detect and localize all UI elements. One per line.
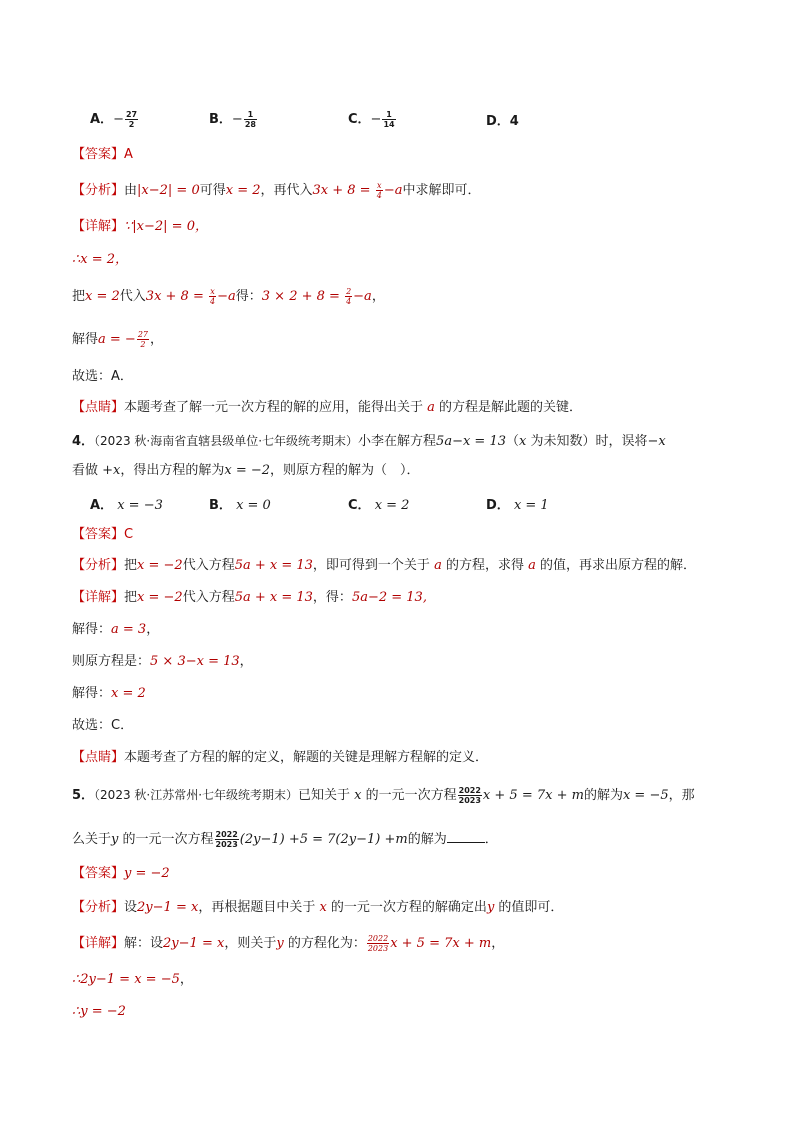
answer-tag: 【答案】 bbox=[72, 527, 125, 542]
fraction: $\frac{1}{14}$ bbox=[383, 110, 395, 129]
q5-detail-line3: ∴y = −2 bbox=[72, 1004, 126, 1019]
q5-detail-line2: ∴2y−1 = x = −5， bbox=[72, 972, 193, 987]
q4-stem: 4．（2023 秋·海南省直辖县级单位·七年级统考期末）小李在解方程5a−x = 13（x 为未知数）时，误将−x bbox=[72, 434, 666, 449]
question-number: 4． bbox=[72, 434, 95, 449]
q4-stem-line2: 看做 +x，得出方程的解为x = −2，则原方程的解为（ ）． bbox=[72, 463, 420, 478]
q4-analysis: 【分析】把x = −2代入方程5a + x = 13，即可得到一个关于 a 的方程，求得 a 的值，再求出原方程的解． bbox=[72, 558, 696, 573]
option-c-label: C． bbox=[348, 112, 371, 127]
q3-answer bbox=[72, 146, 133, 164]
detail-tag: 【详解】 bbox=[72, 219, 125, 234]
fraction: $\frac{27}{2}$ bbox=[125, 110, 138, 129]
q5-answer bbox=[72, 865, 170, 883]
q4-option-d: D． x = 1 bbox=[486, 498, 549, 513]
question-source: （2023 秋·海南省直辖县级单位·七年级统考期末） bbox=[94, 434, 359, 448]
fraction: $\frac{2022}{2023}$ bbox=[215, 830, 238, 849]
q3-detail-line2: ∴x = 2， bbox=[72, 252, 129, 267]
detail-tag: 【详解】 bbox=[72, 590, 125, 605]
fraction: $\frac{x}{4}$ bbox=[210, 287, 216, 306]
detail-tag: 【详解】 bbox=[72, 936, 125, 951]
fraction: $\frac{1}{28}$ bbox=[244, 110, 256, 129]
q4-answer bbox=[72, 526, 133, 544]
q3-detail: 【详解】∵|x−2| = 0， bbox=[72, 219, 208, 234]
comment-tag: 【点睛】 bbox=[72, 750, 125, 765]
q4-option-b: B． x = 0 bbox=[209, 498, 271, 513]
q4-comment: 【点睛】本题考查了方程的解的定义，解题的关键是理解方程解的定义． bbox=[72, 750, 489, 765]
q3-detail-line5: 故选：A． bbox=[72, 369, 133, 384]
answer-value: C bbox=[124, 527, 134, 542]
q4-detail-line3: 则原方程是：5 × 3−x = 13， bbox=[72, 654, 253, 669]
question-source: （2023 秋·江苏常州·七年级统考期末） bbox=[94, 788, 299, 802]
q5-stem-line2: 么关于y 的一元一次方程 $\frac{2022}{2023}$ (2y−1) +5 = 7(2y−1) +m的解为 ． bbox=[72, 830, 498, 849]
q4-detail: 【详解】把x = −2代入方程5a + x = 13，得：5a−2 = 13, bbox=[72, 590, 427, 605]
q3-option-d: D．4 bbox=[486, 114, 519, 129]
option-d-label: D． bbox=[486, 114, 510, 129]
q3-option-b: B．− $\frac{1}{28}$ bbox=[209, 110, 256, 129]
fraction: $\frac{27}{2}$ bbox=[137, 330, 149, 349]
q3-option-a: A．− $\frac{27}{2}$ bbox=[90, 110, 138, 129]
question-number: 5． bbox=[72, 788, 95, 803]
q4-detail-line4: 解得：x = 2 bbox=[72, 686, 146, 701]
q3-detail-line3: 把x = 2代入3x + 8 = $\frac{x}{4}$ −a得：3 × 2 + 8 = $\frac{2}{4}$ −a， bbox=[72, 287, 385, 306]
q3-analysis: 【分析】由|x−2| = 0可得x = 2，再代入3x + 8 = $\frac{x}{4}$ −a中求解即可． bbox=[72, 181, 481, 200]
q3-option-c: C．− $\frac{1}{14}$ bbox=[348, 110, 395, 129]
q4-detail-line2: 解得：a = 3， bbox=[72, 622, 160, 637]
q5-detail: 【详解】解：设2y−1 = x，则关于y 的方程化为： $\frac{2022}{2023}$ x + 5 = 7x + m， bbox=[72, 934, 505, 953]
q5-stem: 5．（2023 秋·江苏常州·七年级统考期末）已知关于 x 的一元一次方程 $\frac{2022}{2023}$ x + 5 = 7x + m的解为x = −5，那 bbox=[72, 786, 695, 805]
fraction: $\frac{x}{4}$ bbox=[376, 181, 382, 200]
q4-detail-line5: 故选：C． bbox=[72, 718, 134, 733]
q3-detail-line4: 解得a = − $\frac{27}{2}$ ， bbox=[72, 330, 164, 349]
fraction: $\frac{2022}{2023}$ bbox=[367, 934, 389, 953]
answer-value: y = −2 bbox=[124, 866, 170, 881]
fraction: $\frac{2}{4}$ bbox=[346, 287, 352, 306]
answer-value: A bbox=[124, 147, 133, 162]
answer-tag: 【答案】 bbox=[72, 147, 125, 162]
q5-analysis: 【分析】设2y−1 = x，再根据题目中关于 x 的一元一次方程的解确定出y 的值即可． bbox=[72, 900, 564, 915]
analysis-tag: 【分析】 bbox=[72, 558, 125, 573]
q4-option-c: C． x = 2 bbox=[348, 498, 410, 513]
analysis-tag: 【分析】 bbox=[72, 900, 125, 915]
option-a-label: A． bbox=[90, 112, 114, 127]
option-b-label: B． bbox=[209, 112, 232, 127]
fraction: $\frac{2022}{2023}$ bbox=[458, 786, 481, 805]
comment-tag: 【点睛】 bbox=[72, 400, 125, 415]
q3-comment: 【点睛】本题考查了解一元一次方程的解的应用，能得出关于 a 的方程是解此题的关键． bbox=[72, 400, 583, 415]
q4-option-a: A． x = −3 bbox=[90, 498, 163, 513]
answer-blank bbox=[447, 830, 485, 843]
analysis-tag: 【分析】 bbox=[72, 183, 125, 198]
answer-tag: 【答案】 bbox=[72, 866, 125, 881]
